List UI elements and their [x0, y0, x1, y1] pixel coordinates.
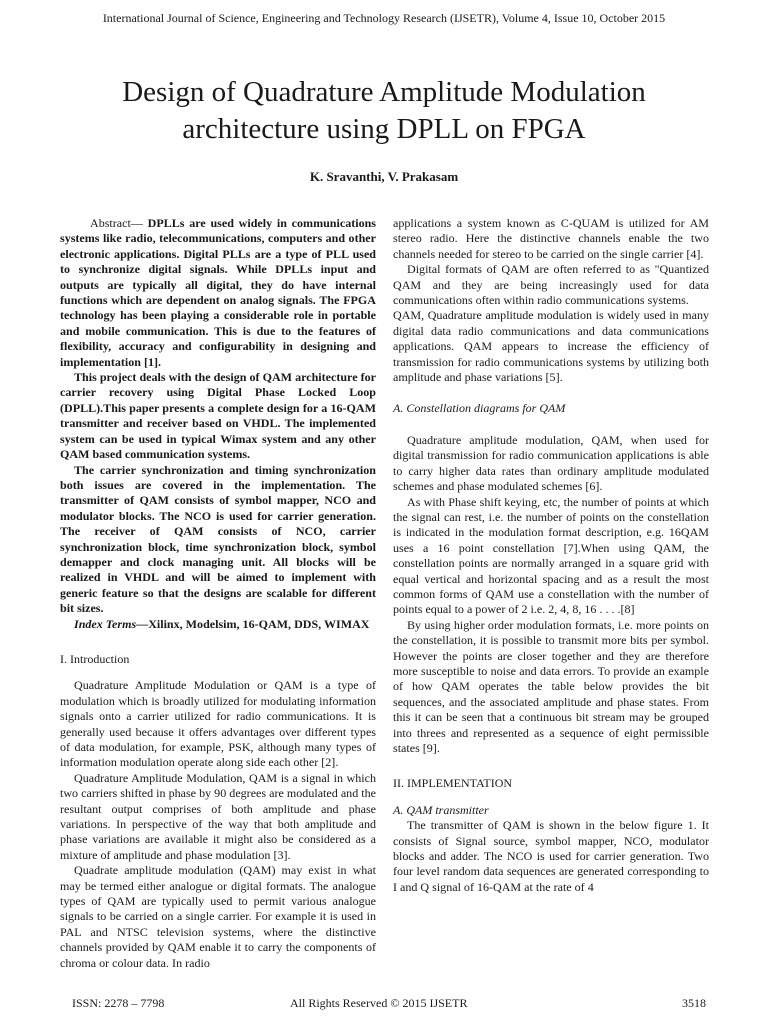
- title-line-1: Design of Quadrature Amplitude Modulation: [122, 76, 646, 108]
- intro-paragraph-5: Digital formats of QAM are often referred to as "Quantized QAM and they are being increasingly used for data communications often within radio communications systems.: [393, 262, 709, 308]
- abstract-paragraph-3: The carrier synchronization and timing synchronization both issues are covered in the implementation. The transmitter of QAM consists of symbol mapper, NCO and modulator blocks. The NCO is used for carrier generation. The receiver of QAM consists of NCO, carrier synchronization block, time synchronization block, symbol demapper and clock managing unit. All blocks will be realized in VHDL and will be aimed to implement with generic feature so that the designs are scalable for different bit sizes.: [60, 462, 376, 616]
- abstract-paragraph-2: This project deals with the design of QAM architecture for carrier recovery using Digital Phase Locked Loop (DPLL).This paper presents a complete design for a 16-QAM transmitter and receiver based on VHDL. The implemented system can be used in typical Wimax system and any other QAM based communication systems.: [60, 370, 376, 462]
- intro-paragraph-2: Quadrature Amplitude Modulation, QAM is a signal in which two carriers shifted in phase by 90 degrees are modulated and the resultant output comprises of both amplitude and phase variations. In perspective of the way that both amplitude and phase variations are available it might also be considered as a mixture of amplitude and phase modulation [3].: [60, 770, 376, 862]
- abstract: [60, 216, 376, 632]
- subsection-heading-transmitter: A. QAM transmitter: [393, 802, 489, 817]
- abstract-paragraph-1: [60, 216, 376, 370]
- left-column: [60, 216, 376, 971]
- constellation-paragraph-2: As with Phase shift keying, etc, the number of points at which the signal can rest, i.e. the number of points on the constellation is indicated in the modulation format description, e.g. 16QAM uses a 16 point constellation [7].When using QAM, the constellation points are normally arranged in a square grid with equal vertical and horizontal spacing and as a result the most common forms of QAM use a constellation with the number of points equal to a power of 2 i.e. 2, 4, 8, 16 . . . .[8]: [393, 494, 709, 617]
- intro-paragraph-1: Quadrature Amplitude Modulation or QAM is a type of modulation which is broadly utilized for modulating information signals onto a carrier utilized for radio communications. It is generally used because it offers advantages over different types of data modulation, for example, PSK, although many types of information modulation operate along side each other [2].: [60, 678, 376, 770]
- title-line-2: architecture using DPLL on FPGA: [182, 113, 586, 145]
- footer-rights: All Rights Reserved © 2015 IJSETR: [290, 996, 468, 1010]
- index-terms-label: Index Terms: [74, 616, 137, 631]
- paper-title: [40, 74, 728, 148]
- intro-paragraph-3: Quadrate amplitude modulation (QAM) may exist in what may be termed either analogue or digital formats. The analogue types of QAM are typically used to permit various analogue signals to be carried on a single carrier. For example it is used in PAL and NTSC television systems, where the distinctive channels provided by QAM enable it to carry the components of chroma or colour data. In radio: [60, 863, 376, 970]
- subsection-heading-constellation: A. Constellation diagrams for QAM: [393, 401, 566, 416]
- section-heading-introduction: I. Introduction: [60, 651, 130, 666]
- section-heading-implementation: II. IMPLEMENTATION: [393, 776, 513, 791]
- running-head: International Journal of Science, Engineering and Technology Research (IJSETR), Volume 4, Issue 10, October 2015: [102, 11, 666, 25]
- constellation-paragraph-3: By using higher order modulation formats, i.e. more points on the constellation, it is possible to transmit more bits per symbol. However the points are closer together and they are therefore more susceptible to noise and data errors. To provide an example of how QAM operates the table below provides the bit sequences, and the associated amplitude and phase states. From this it can be seen that a continuous bit stream may be grouped into threes and represented as a sequence of eight permissible states [9].: [393, 617, 709, 755]
- abstract-text-1: DPLLs are used widely in communications systems like radio, telecommunications, computers and other electronic applications. Digital PLLs are a type of PLL used to synchronize digital signals. While DPLLs input and outputs are typically all digital, they do have internal functions which are dependent on analog signals. The FPGA technology has been playing a considerable role in portable and mobile communication. This is due to the features of flexibility, accuracy and configurability in designing and implementation [1].: [60, 216, 376, 369]
- constellation-paragraph-1: Quadrature amplitude modulation, QAM, when used for digital transmission for radio communication applications is able to carry higher data rates than ordinary amplitude modulated schemes and phase modulated schemes [6].: [393, 432, 709, 494]
- intro-paragraph-4: applications a system known as C-QUAM is utilized for AM stereo radio. Here the distinctive channels enable the two channels needed for stereo to be carried on the single carrier [4].: [393, 216, 709, 261]
- transmitter-paragraph-1: The transmitter of QAM is shown in the below figure 1. It consists of Signal source, symbol mapper, NCO, modulator blocks and adder. The NCO is used for carrier generation. Two four level random data sequences are generated corresponding to I and Q signal of 16-QAM at the rate of 4: [393, 818, 709, 894]
- abstract-label: Abstract—: [90, 216, 143, 230]
- footer-page-number: 3518: [682, 996, 706, 1010]
- index-terms: [60, 617, 376, 632]
- intro-paragraph-6: QAM, Quadrature amplitude modulation is widely used in many digital data radio communications and data communications applications. QAM appears to increase the efficiency of transmission for radio communications systems by utilizing both amplitude and phase variations [5].: [393, 308, 709, 385]
- authors: K. Sravanthi, V. Prakasam: [309, 169, 459, 184]
- index-terms-text: —Xilinx, Modelsim, 16-QAM, DDS, WIMAX: [136, 616, 370, 631]
- right-column: [393, 216, 709, 895]
- footer-issn: ISSN: 2278 – 7798: [72, 996, 165, 1010]
